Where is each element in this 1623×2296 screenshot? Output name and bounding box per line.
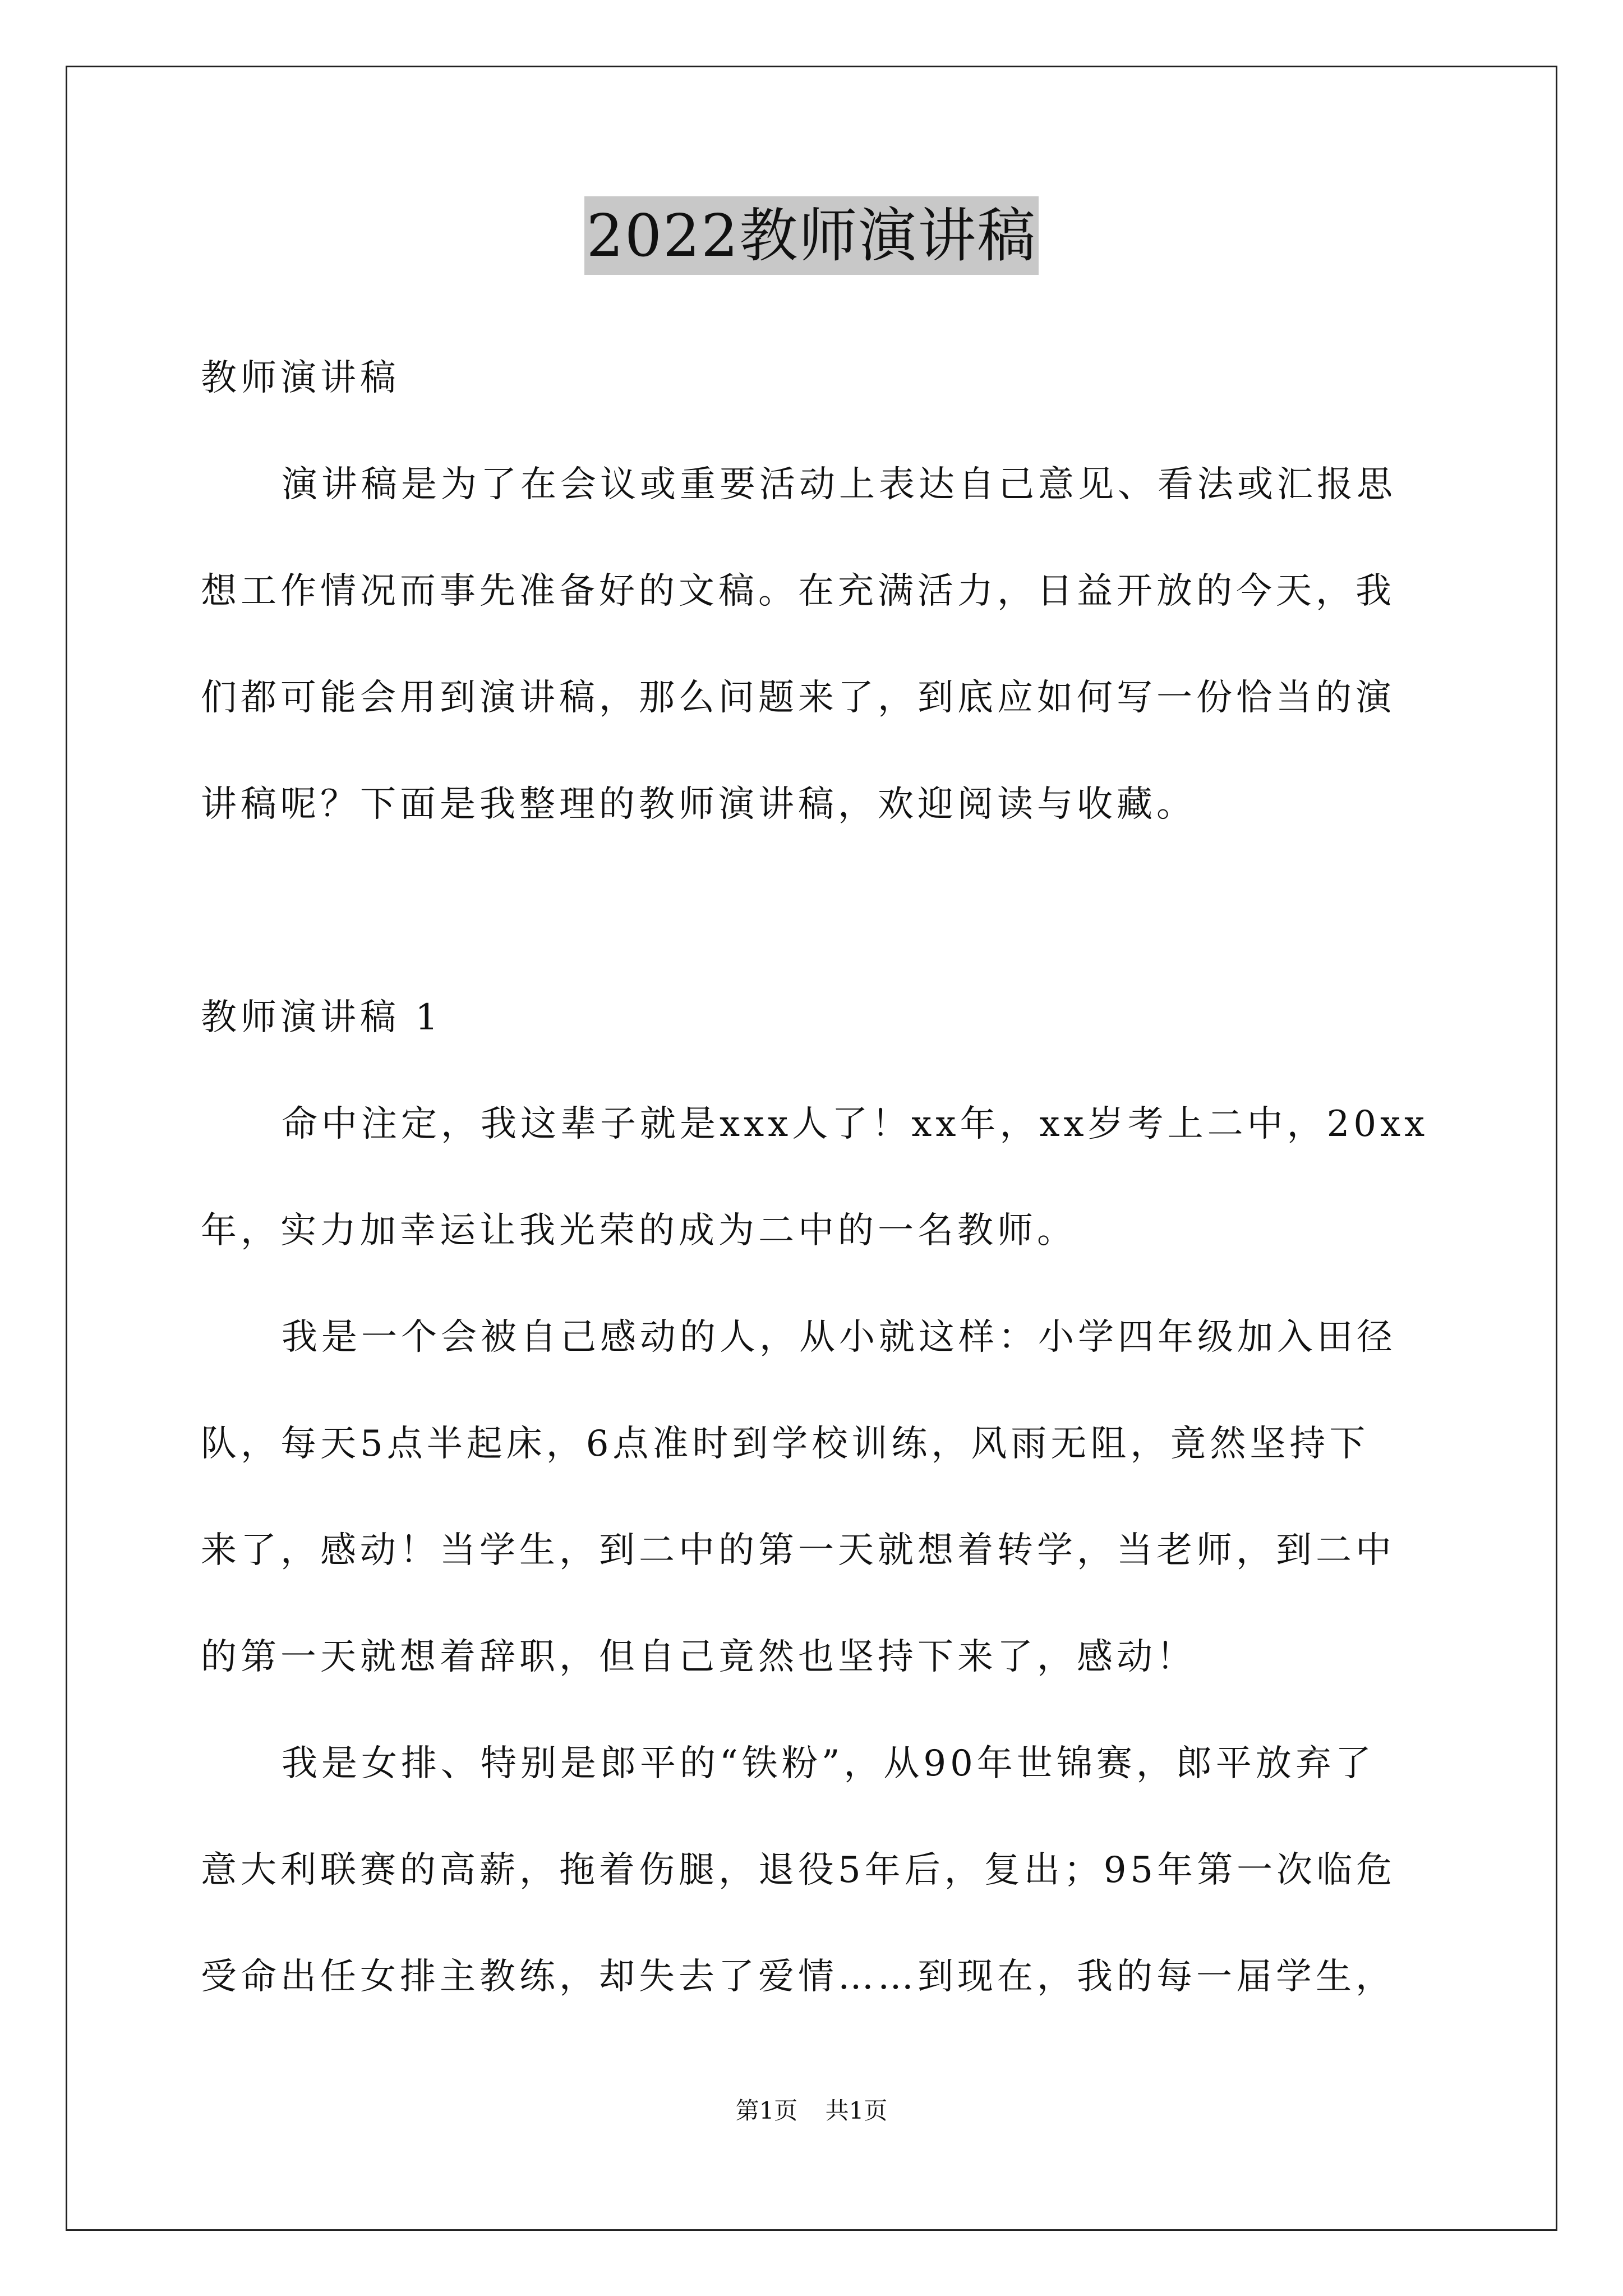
page-number-current: 第1页 <box>735 2097 798 2124</box>
section-heading: 教师演讲稿 1 <box>201 997 442 1038</box>
intro-line: 讲稿呢？下面是我整理的教师演讲稿，欢迎阅读与收藏。 <box>201 784 1196 825</box>
paragraph-line: 年，实力加幸运让我光荣的成为二中的一名教师。 <box>201 1210 1077 1251</box>
intro-line: 想工作情况而事先准备好的文稿。在充满活力，日益开放的今天，我 <box>201 570 1395 612</box>
paragraph-line: 我是女排、特别是郎平的“铁粉”，从90年世锦赛，郎平放弃了 <box>282 1743 1375 1784</box>
intro-line: 演讲稿是为了在会议或重要活动上表达自己意见、看法或汇报思 <box>282 464 1396 505</box>
document-title: 2022教师演讲稿 <box>584 196 1039 275</box>
paragraph-line: 命中注定，我这辈子就是xxx人了！xx年，xx岁考上二中，20xx <box>282 1103 1429 1145</box>
page-number-total: 共1页 <box>825 2097 888 2124</box>
page-footer <box>0 2095 1623 2127</box>
paragraph-line: 意大利联赛的高薪，拖着伤腿，退役5年后，复出；95年第一次临危 <box>201 1849 1396 1891</box>
paragraph-line: 队，每天5点半起床，6点准时到学校训练，风雨无阻，竟然坚持下 <box>201 1423 1370 1465</box>
title-container <box>0 196 1623 275</box>
paragraph-line: 的第一天就想着辞职，但自己竟然也坚持下来了，感动！ <box>201 1636 1196 1678</box>
intro-line: 们都可能会用到演讲稿，那么问题来了，到底应如何写一份恰当的演 <box>201 677 1395 719</box>
intro-heading: 教师演讲稿 <box>201 357 400 399</box>
paragraph-line: 受命出任女排主教练，却失去了爱情……到现在，我的每一届学生， <box>201 1956 1395 1998</box>
paragraph-line: 我是一个会被自己感动的人，从小就这样：小学四年级加入田径 <box>282 1317 1396 1358</box>
paragraph-line: 来了，感动！当学生，到二中的第一天就想着转学，当老师，到二中 <box>201 1530 1395 1571</box>
